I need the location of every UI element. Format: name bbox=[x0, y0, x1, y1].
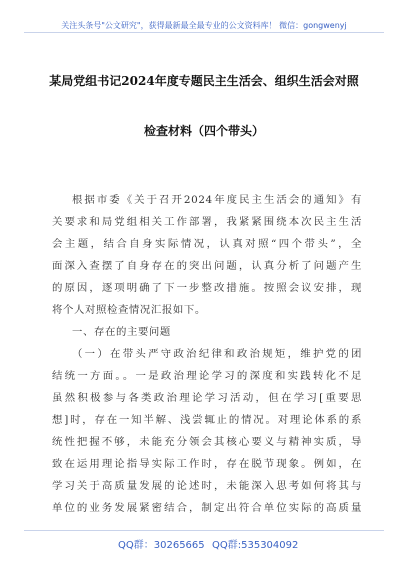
body-line: 统性把握不够，未能充分领会其核心要义与精神实质，导 bbox=[52, 436, 362, 448]
body-line: 根据市委《关于召开2024年度民主生活会的通知》有 bbox=[72, 194, 362, 206]
qq-group-1: QQ群：30265665 bbox=[118, 540, 205, 551]
body-line: 会主题，结合自身实际情况，认真对照“四个带头”，全 bbox=[52, 238, 362, 250]
body-line: 想]时，存在一知半解、浅尝辄止的情况。对理论体系的系 bbox=[52, 414, 362, 426]
header-divider bbox=[24, 32, 384, 33]
body-line: 致在运用理论指导实际工作时，存在脱节现象。例如，在 bbox=[52, 458, 362, 470]
document-title-line-2: 检查材料（四个带头） bbox=[143, 124, 264, 138]
promo-footer bbox=[0, 536, 408, 552]
footer-divider bbox=[24, 530, 384, 531]
body-line: 学习关于高质量发展的论述时，未能深入思考如何将其与 bbox=[52, 480, 362, 492]
qq-group-2: QQ群:535304092 bbox=[212, 540, 299, 551]
promo-text: 关注头条号"公文研究"，获得最新最全最专业的公文资料库！ 微信：gongwenyj bbox=[61, 21, 347, 30]
body-line: （一）在带头严守政治纪律和政治规矩，维护党的团 bbox=[72, 348, 362, 360]
section-heading: 一、存在的主要问题 bbox=[72, 326, 171, 338]
document-title-line-1: 某局党组书记2024年度专题民主生活会、组织生活会对照 bbox=[49, 74, 359, 88]
promo-header bbox=[0, 20, 408, 31]
body-line: 将个人对照检查情况汇报如下。 bbox=[52, 304, 206, 316]
body-line: 结统一方面。。一是政治理论学习的深度和实践转化不足 bbox=[52, 370, 362, 382]
body-line: 的原因，逐项明确了下一步整改措施。按照会议安排，现 bbox=[52, 282, 362, 294]
body-line: 单位的业务发展紧密结合，制定出符合单位实际的高质量 bbox=[52, 502, 362, 514]
body-line: 面深入查摆了自身存在的突出问题，认真分析了问题产生 bbox=[52, 260, 362, 272]
body-line: 关要求和局党组相关工作部署，我紧紧围绕本次民主生活 bbox=[52, 216, 362, 228]
body-line: 虽然积极参与各类政治理论学习活动，但在学习[重要思 bbox=[52, 392, 362, 404]
